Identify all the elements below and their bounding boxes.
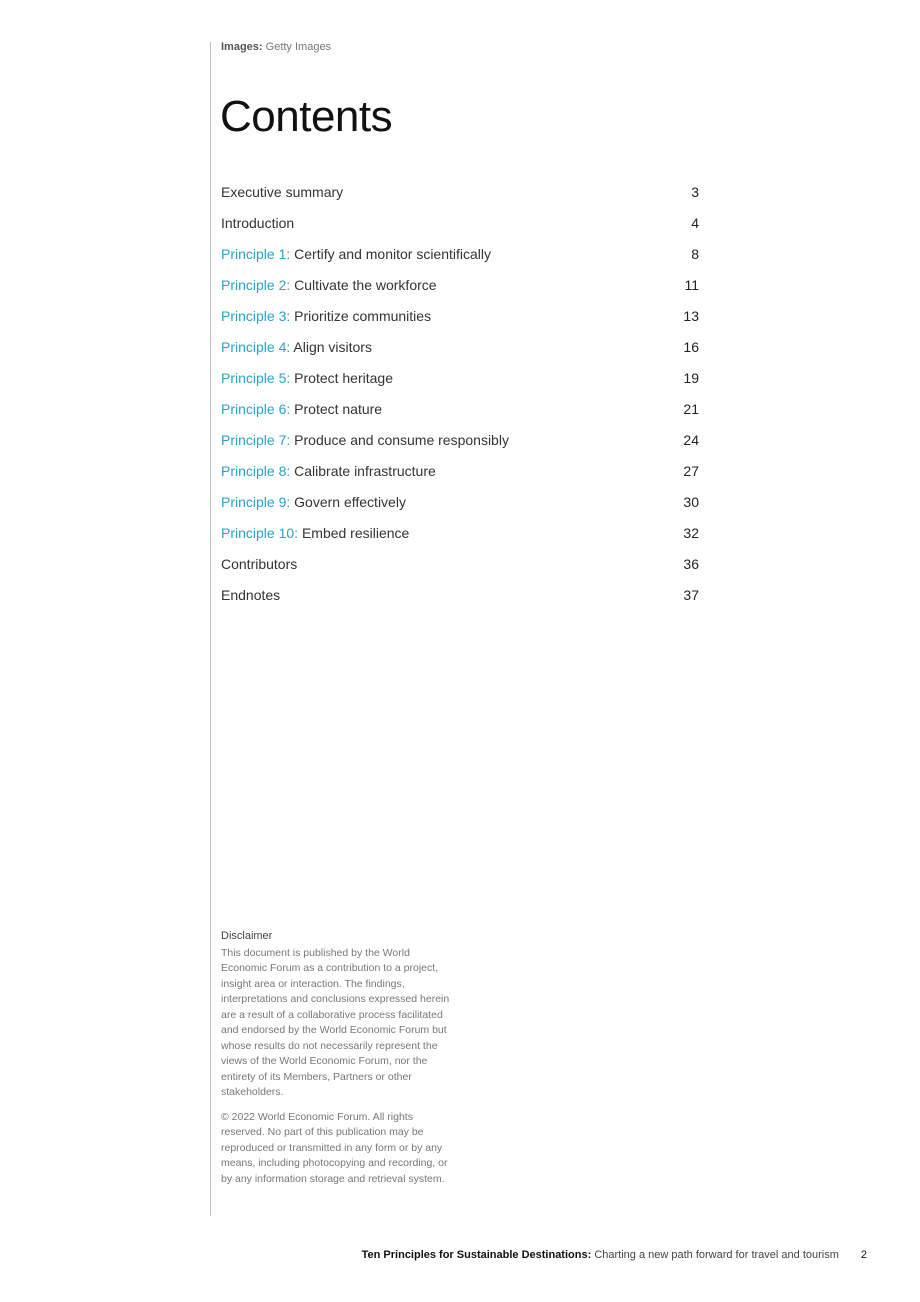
toc-entry-label (221, 463, 436, 479)
toc-entry-label (221, 339, 372, 355)
toc-entry-page: 3 (691, 183, 699, 200)
toc-entry-page: 16 (683, 338, 699, 355)
toc-entry-text: Align visitors (293, 338, 372, 355)
toc-entry-prefix: Principle 2: (221, 276, 291, 293)
toc-entry[interactable] (221, 455, 699, 486)
toc-entry-page: 24 (683, 431, 699, 448)
toc-entry-page: 8 (691, 245, 699, 262)
toc-entry-text: Introduction (221, 214, 295, 231)
toc-entry-page: 27 (683, 462, 699, 479)
toc-entry-text: Endnotes (221, 586, 281, 603)
toc-entry-text: Protect heritage (294, 369, 393, 386)
disclaimer (221, 929, 451, 1187)
footer-subtitle: Charting a new path forward for travel and tourism (594, 1249, 839, 1261)
toc-entry-text: Contributors (221, 555, 298, 572)
image-credit (221, 41, 331, 53)
toc-entry-prefix: Principle 10: (221, 524, 299, 541)
page-title: Contents (220, 92, 393, 141)
toc-entry-text: Certify and monitor scientifically (294, 245, 492, 262)
disclaimer-heading: Disclaimer (221, 930, 273, 942)
toc-entry-label (221, 525, 409, 541)
toc-entry-label (221, 432, 509, 448)
toc-entry-page: 11 (684, 276, 699, 293)
toc-entry-page: 32 (683, 524, 699, 541)
image-credit-label: Images: (221, 41, 263, 53)
toc-entry-label (221, 246, 491, 262)
toc-entry-page: 36 (683, 555, 699, 572)
toc-entry-label (221, 215, 294, 231)
toc-entry-prefix: Principle 7: (221, 431, 291, 448)
toc-entry[interactable] (221, 517, 699, 548)
toc-entry-label (221, 370, 393, 386)
toc-entry[interactable] (221, 331, 699, 362)
footer-report-title (362, 1249, 839, 1261)
toc-entry[interactable] (221, 362, 699, 393)
toc-entry-text: Govern effectively (294, 493, 406, 510)
toc-entry-prefix: Principle 8: (221, 462, 291, 479)
toc-entry-prefix: Principle 5: (221, 369, 291, 386)
toc-entry-label (221, 308, 431, 324)
toc-entry[interactable] (221, 486, 699, 517)
toc-entry[interactable] (221, 300, 699, 331)
toc-entry[interactable] (221, 176, 699, 207)
toc-entry[interactable] (221, 579, 699, 610)
toc-entry-text: Cultivate the workforce (294, 276, 437, 293)
page-number: 2 (860, 1249, 867, 1261)
toc-entry-prefix: Principle 1: (221, 245, 291, 262)
toc-entry-prefix: Principle 6: (221, 400, 291, 417)
toc-entry-page: 19 (683, 369, 699, 386)
toc-entry[interactable] (221, 207, 699, 238)
margin-rule (210, 42, 211, 1216)
toc-entry[interactable] (221, 269, 699, 300)
toc-entry-prefix: Principle 3: (221, 307, 291, 324)
toc-entry-prefix: Principle 9: (221, 493, 291, 510)
toc-entry-text: Protect nature (294, 400, 383, 417)
disclaimer-body: This document is published by the World Economic Forum as a contribution to a project, insight area or interaction. The findings, interpretations and conclusions expressed herein are a result of a collaborative process facilitated and endorsed by the World Economic Forum but whose results do not necessarily represent the views of the World Economic Forum, nor the entirety of its Members, Partners or other stakeholders. (221, 946, 450, 1098)
toc-entry-label (221, 277, 437, 293)
toc-entry-page: 30 (683, 493, 699, 510)
copyright-notice: © 2022 World Economic Forum. All rights reserved. No part of this publication may be reproduced or transmitted in any form or by any means, including photocopying and recording, or by any information storage and retrieval system. (221, 1110, 448, 1185)
toc-entry-text: Calibrate infrastructure (294, 462, 436, 479)
toc-entry-page: 21 (683, 400, 699, 417)
page-footer (362, 1249, 867, 1261)
footer-title-bold: Ten Principles for Sustainable Destinations: (361, 1249, 592, 1261)
toc-entry[interactable] (221, 424, 699, 455)
toc-entry-label (221, 587, 280, 603)
toc-entry-text: Executive summary (221, 183, 344, 200)
table-of-contents (221, 176, 699, 610)
image-credit-value: Getty Images (265, 41, 332, 53)
toc-entry[interactable] (221, 238, 699, 269)
toc-entry-label (221, 494, 406, 510)
toc-entry-text: Embed resilience (301, 524, 410, 541)
toc-entry-text: Prioritize communities (294, 307, 432, 324)
toc-entry-label (221, 401, 382, 417)
toc-entry-prefix: Principle 4: (221, 338, 291, 355)
toc-entry[interactable] (221, 393, 699, 424)
toc-entry-page: 13 (683, 307, 699, 324)
toc-entry-text: Produce and consume responsibly (294, 431, 509, 448)
toc-entry-label (221, 184, 343, 200)
toc-entry-page: 4 (691, 214, 699, 231)
toc-entry-label (221, 556, 297, 572)
toc-entry-page: 37 (683, 586, 699, 603)
toc-entry[interactable] (221, 548, 699, 579)
